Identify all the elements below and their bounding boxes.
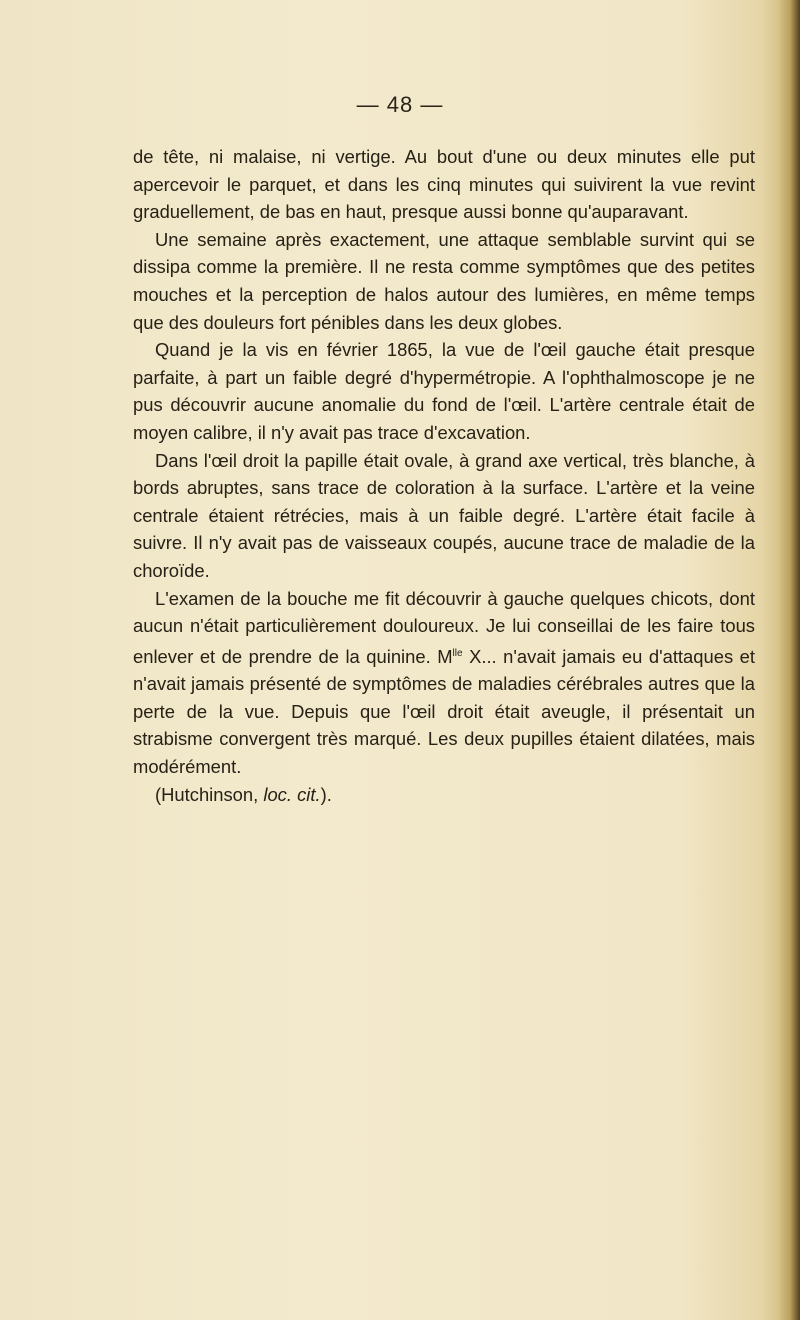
body-text [133,143,755,808]
mouth-exam-text-start: L'examen de la bouche me fit découvrir à gauche quelques chicots, dont aucun n'était particulièrement douloureux. Je lui conseillai de les faire tous enlever et de prendre de la quinine. M [133,587,755,667]
citation-author: (Hutchinson, [155,783,264,805]
page-number: — 48 — [356,92,444,117]
citation-close: ). [320,783,332,805]
paragraph-second-attack: Une semaine après exactement, une attaque semblable survint qui se dissipa comme la première. Il ne resta comme symptômes que des petites mouches et la perception de halos autour des lumières, en même temps que des douleurs fort pénibles dans les deux globes. [133,228,755,333]
paragraph-citation [133,781,755,809]
paragraph-mouth-exam [133,585,755,781]
paragraph-continuation: de tête, ni malaise, ni vertige. Au bout d'une ou deux minutes elle put apercevoir le parquet, et dans les cinq minutes qui suivirent la vue revint graduellement, de bas en haut, presque aussi bonne qu'auparavant. [133,146,755,223]
title-abbreviation-superscript: lle [452,647,463,659]
citation-loc-cit: loc. cit. [263,783,321,805]
mouth-exam-text-end: X... n'avait jamais eu d'attaques et n'avait jamais présenté de symptômes de maladies cérébrales autres que la perte de la vue. Depuis que l'œil droit était aveugle, il présentait un strabisme convergent très marqué. Les deux pupilles étaient dilatées, mais modérément. [133,645,755,778]
paragraph-right-eye: Dans l'œil droit la papille était ovale, à grand axe vertical, très blanche, à bords abruptes, sans trace de coloration à la surface. L'artère et la veine centrale étaient rétrécies, mais à un faible degré. L'artère était facile à suivre. Il n'y avait pas de vaisseaux coupés, aucune trace de maladie de la choroïde. [133,449,755,581]
paragraph-examination-1865: Quand je la vis en février 1865, la vue de l'œil gauche était presque parfaite, à part un faible degré d'hypermétropie. A l'ophthalmoscope je ne pus découvrir aucune anomalie du fond de l'œil. L'artère centrale était de moyen calibre, il n'y avait pas trace d'excavation. [133,339,755,443]
page-edge-shadow [778,0,800,1320]
